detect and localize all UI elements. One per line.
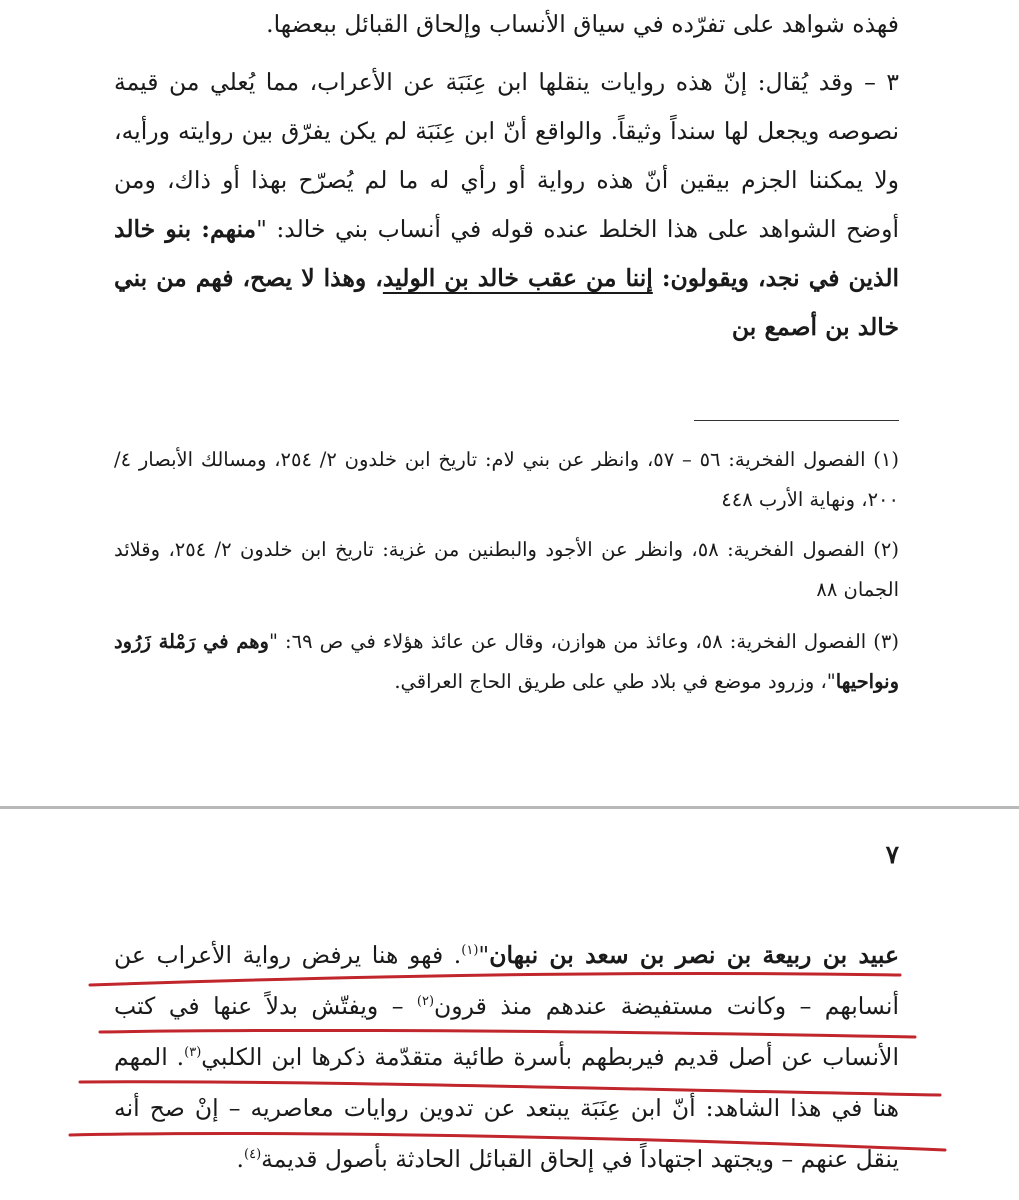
footnote-text: (٣) الفصول الفخرية: ٥٨، وعائذ من هوازن، وقال عن عائذ هؤلاء في ص ٦٩: " [268, 630, 899, 653]
page-separator [0, 806, 1019, 809]
paragraph-segment-2: – ويفتّش بدلاً عنها في كتب الأنساب عن أصل قديم فيربطهم بأسرة طائية متقدّمة ذكرها ابن الكلبي [114, 992, 899, 1071]
footnote-quote-bold: وهم في رَمْلة زَرُود ونواحيها [114, 630, 899, 693]
footnote-ref-2: (٢) [416, 994, 435, 1010]
paragraph-segment-3: . المهم هنا في هذا الشاهد: أنّ ابن عِنَبَة يبتعد عن تدوين روايات معاصريه – إنْ صح أنه ينقل عنهم – ويجتهد اجتهاداً في إلحاق القبائل الحادثة بأصول قديمة [114, 1043, 899, 1173]
footnote-ref-4: (٤) [244, 1147, 262, 1163]
quote-bold-underlined: إننا من عقب خالد بن الوليد [382, 264, 653, 292]
paragraph-text: ٣ – وقد يُقال: إنّ هذه روايات ينقلها ابن عِنَبَة عن الأعراب، مما يُعلي من قيمة نصوصه ويجعل لها سنداً وثيقاً. والواقع أنّ ابن عِنَبَة لم يكن يفرّق بين روايته ورأيه، ولا يمكننا الجزم بيقين أنّ هذه رواية أو رأي له ما لم يُصرّح بهذا أو ذاك، ومن أوضح الشواهد على هذا الخلط عنده قوله في أنساب بني خالد: " [114, 68, 899, 243]
footnote-ref-1: (١) [461, 943, 479, 959]
page-number: ٧ [885, 840, 899, 869]
paragraph-continued [114, 930, 899, 1185]
quote-bold-start: عبيد بن ربيعة بن نصر بن سعد بن نبهان [489, 941, 899, 969]
footnote-2: (٢) الفصول الفخرية: ٥٨، وانظر عن الأجود والبطنين من غزية: تاريخ ابن خلدون ٢/ ٢٥٤، وقلائد الجمان ٨٨ [114, 538, 899, 601]
footnote-text-tail: "، وزرود موضع في بلاد طي على طريق الحاج العراقي. [394, 670, 836, 693]
quote-close: " [478, 941, 490, 969]
footnote-divider [694, 420, 899, 421]
paragraph-conclusion: فهذه شواهد على تفرّده في سياق الأنساب وإلحاق القبائل ببعضها. [266, 10, 899, 38]
paragraph-segment-4: . [236, 1145, 245, 1173]
paragraph-segment-1: . فهو هنا يرفض رواية الأعراب عن أنسابهم – وكانت مستفيضة عندهم منذ قرون [114, 941, 899, 1020]
footnote-ref-3: (٣) [184, 1045, 202, 1061]
footnote-3 [114, 622, 899, 702]
paragraph-point-3 [114, 58, 899, 352]
footnote-1: (١) الفصول الفخرية: ٥٦ – ٥٧، وانظر عن بني لام: تاريخ ابن خلدون ٢/ ٢٥٤، ومسالك الأبصار ٤/ ٢٠٠، ونهاية الأرب ٤٤٨ [114, 448, 899, 511]
quote-bold-tail: ، وهذا لا يصح، فهم من بني خالد بن أصمع بن [114, 264, 899, 341]
quote-bold: منهم: بنو خالد الذين في نجد، ويقولون: [114, 215, 900, 292]
